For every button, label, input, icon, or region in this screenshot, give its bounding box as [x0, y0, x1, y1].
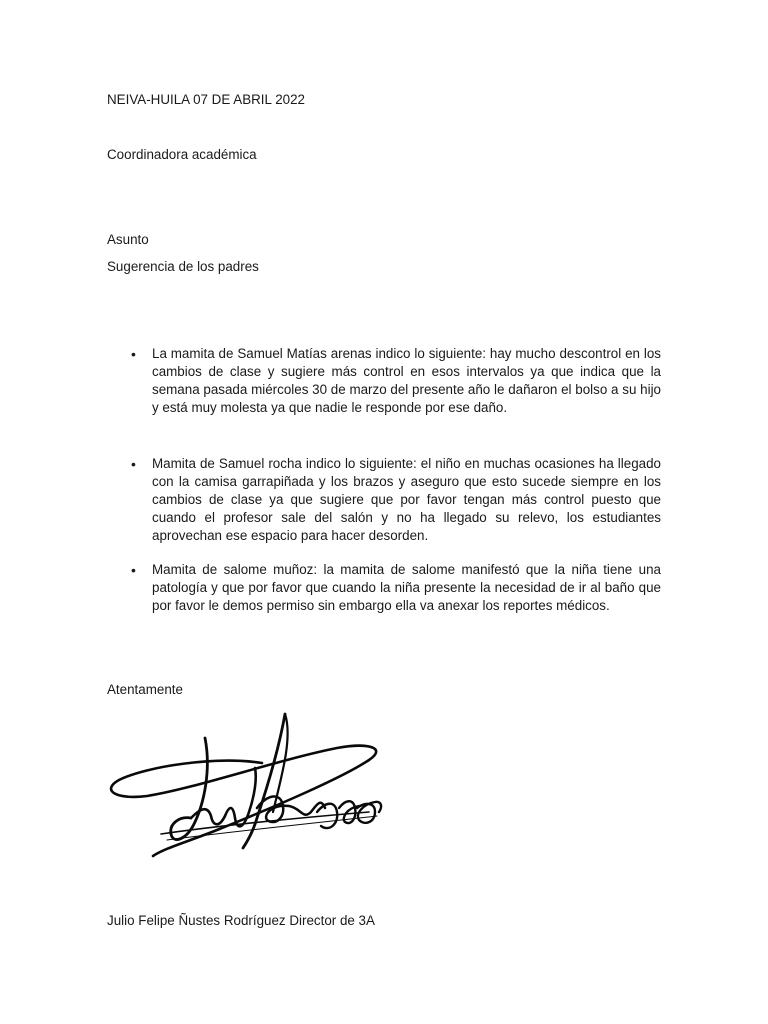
subject-label: Asunto — [107, 232, 149, 247]
list-item-text: Mamita de salome muñoz: la mamita de salome manifestó que la niña tiene una patología y que por favor que cuando la niña presente la necesidad de ir al baño que por favor le demos permiso sin embargo ella va anexar los reportes médicos. — [152, 562, 661, 613]
signature-image — [107, 708, 397, 873]
closing: Atentamente — [107, 682, 183, 697]
bullet-icon: • — [131, 346, 136, 362]
signer-name: Julio Felipe Ñustes Rodríguez Director de 3A — [107, 913, 375, 928]
bullet-icon: • — [131, 456, 136, 472]
place-date: NEIVA-HUILA 07 DE ABRIL 2022 — [107, 92, 305, 107]
bullet-icon: • — [131, 562, 136, 578]
subject-text: Sugerencia de los padres — [107, 259, 259, 274]
list-item-text: Mamita de Samuel rocha indico lo siguiente: el niño en muchas ocasiones ha llegado con la camisa garrapiñada y los brazos y aseguro que esto sucede siempre en los cambios de clase ya que sugiere que por favor tengan más control puesto que cuando el profesor sale del salón y no ha llegado su relevo, los estudiantes aprovechan ese espacio para hacer desorden. — [152, 456, 661, 543]
recipient: Coordinadora académica — [107, 147, 257, 162]
list-item-text: La mamita de Samuel Matías arenas indico lo siguiente: hay mucho descontrol en los cambios de clase y sugiere más control en esos intervalos ya que indica que la semana pasada miércoles 30 de marzo del presente año le dañaron el bolso a su hijo y está muy molesta ya que nadie le responde por ese daño. — [152, 346, 661, 415]
